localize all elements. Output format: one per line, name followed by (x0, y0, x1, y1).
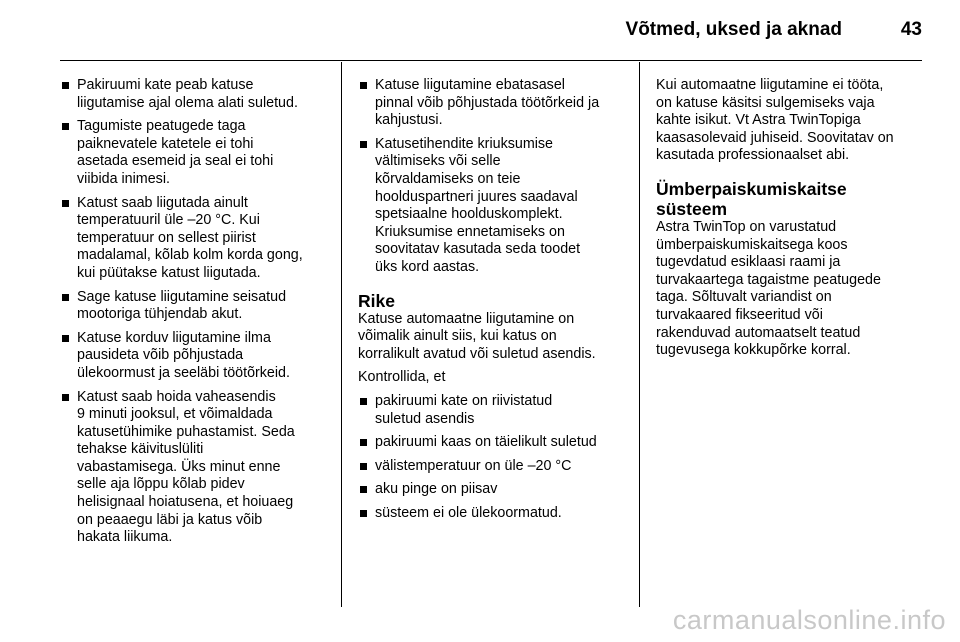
page-title: Võtmed, uksed ja aknad (625, 19, 842, 40)
text-line: kasutada professionaalset abi. (656, 147, 850, 164)
text-line: vältimiseks või selle (375, 153, 501, 170)
text-line: asetada esemeid ja seal ei tohi (77, 153, 274, 170)
text-line: Astra TwinTop on varustatud (656, 218, 837, 235)
text-line: pinnal võib põhjustada töötõrkeid ja (375, 94, 600, 111)
bullet-item (60, 389, 326, 547)
text-line: tugevusega kokkupõrke korral. (656, 342, 851, 359)
column-divider-1 (341, 62, 342, 607)
text-line: Katuse automaatne liigutamine on (358, 310, 575, 327)
column-1 (60, 77, 326, 553)
bullet-item (358, 481, 626, 499)
text-line: ümberpaiskumiskaitsega koos (656, 236, 848, 253)
manual-closing-paragraph (656, 77, 924, 165)
text-line: madalamal, kõlab kolm korda gong, (77, 247, 303, 264)
text-line: kõrvaldamiseks on teie (375, 170, 521, 187)
text-line: taga. Sõltuvalt variandist on (656, 289, 832, 306)
text-line: üks kord aastas. (375, 258, 480, 275)
text-line: hoolduspartneri juures saadaval (375, 188, 578, 205)
text-line: pausideta võib põhjustada (77, 347, 244, 364)
page-number: 43 (900, 19, 922, 40)
text-line: paiknevatele katetele ei tohi (77, 135, 254, 152)
bullet-item (358, 77, 626, 130)
text-line: vabastamisega. Üks minut enne (77, 458, 281, 475)
text-line: temperatuuril üle –20 °C. Kui (77, 212, 260, 229)
text-line: viibida inimesi. (77, 170, 170, 187)
column-2 (358, 77, 626, 528)
header-divider (60, 60, 922, 61)
text-line: suletud asendis (375, 410, 475, 427)
text-line: temperatuur on sellest piirist (77, 229, 256, 246)
column-divider-2 (639, 62, 640, 607)
bullet-item (60, 118, 326, 188)
text-line: turvakaared fikseeritud või (656, 306, 823, 323)
page-header (0, 0, 960, 58)
text-line: helisignaal hoiatusena, et hoiuaeg (77, 494, 294, 511)
bullet-item (358, 434, 626, 452)
text-line: on peaaegu läbi ja katus võib (77, 511, 263, 528)
text-line: pakiruumi kaas on täielikult suletud (375, 434, 597, 451)
text-line: kui püütakse katust liigutada. (77, 264, 261, 281)
check-list (358, 393, 626, 523)
text-line: süsteem ei ole ülekoormatud. (375, 504, 562, 521)
watermark: carmanualsonline.info (672, 605, 946, 635)
text-line: katusetühimike puhastamist. Seda (77, 423, 295, 440)
section-heading-rike: Rike (358, 290, 395, 311)
text-line: rakenduvad automaatselt teatud (656, 324, 861, 341)
text-line: Katust saab liigutada ainult (77, 194, 248, 211)
text-line: Pakiruumi kate peab katuse (77, 77, 254, 93)
text-line: selle aja lõppu kõlab pidev (77, 476, 245, 493)
text-line: turvakaartega tagaistme peatugede (656, 271, 881, 288)
bullet-item (358, 393, 626, 428)
text-line: liigutamise ajal olema alati suletud. (77, 94, 298, 111)
text-line: on katuse käsitsi sulgemiseks vaja (656, 94, 875, 111)
column-1-bullet-list (60, 77, 326, 547)
text-line: aku pinge on piisav (375, 481, 498, 498)
bullet-item (358, 505, 626, 523)
text-line: välistemperatuur on üle –20 °C (375, 457, 572, 474)
section-heading-line-2: süsteem (656, 198, 728, 219)
text-line: kahjustusi. (375, 112, 443, 129)
text-line: Katusetihendite kriuksumise (375, 135, 554, 152)
text-line: soovitatav kasutada seda toodet (375, 241, 581, 258)
rollover-paragraph (656, 219, 924, 360)
text-line: Katuse korduv liigutamine ilma (77, 329, 271, 346)
bullet-item (358, 136, 626, 277)
text-line: Kui automaatne liigutamine ei tööta, (656, 77, 884, 93)
column-2-bullet-list (358, 77, 626, 277)
section-heading-rollover (656, 179, 924, 219)
text-line: Tagumiste peatugede taga (77, 118, 246, 135)
text-line: Katuse liigutamine ebatasasel (375, 77, 565, 93)
text-line: pakiruumi kate on riivistatud (375, 392, 553, 409)
section-heading-line-1: Ümberpaiskumiskaitse (656, 178, 847, 199)
column-3 (656, 77, 924, 366)
text-line: 9 minuti jooksul, et võimaldada (77, 406, 273, 423)
bullet-item (60, 195, 326, 283)
text-line: Sage katuse liigutamine seisatud (77, 288, 287, 305)
text-line: Kriuksumise ennetamiseks on (375, 223, 565, 240)
text-line: võimalik ainult siis, kui katus on (358, 328, 557, 345)
bullet-item (60, 289, 326, 324)
bullet-item (60, 330, 326, 383)
bullet-item (358, 458, 626, 476)
text-line: mootoriga tühjendab akut. (77, 306, 243, 323)
check-intro: Kontrollida, et (358, 369, 446, 386)
text-line: tugevdatud esiklaasi raami ja (656, 254, 841, 271)
text-line: tehakse käivituslüliti (77, 441, 204, 458)
text-line: ülekoormust ja seeläbi töötõrkeid. (77, 364, 290, 381)
text-line: hakata liikuma. (77, 529, 173, 546)
text-line: spetsiaalne hoolduskomplekt. (375, 206, 563, 223)
rike-paragraph (358, 311, 626, 364)
bullet-item (60, 77, 326, 112)
text-line: kahte isikut. Vt Astra TwinTopiga (656, 112, 861, 129)
text-line: Katust saab hoida vaheasendis (77, 388, 276, 405)
text-line: korralikult avatud või suletud asendis. (358, 345, 596, 362)
text-line: kaasasolevaid juhiseid. Soovitatav on (656, 129, 894, 146)
